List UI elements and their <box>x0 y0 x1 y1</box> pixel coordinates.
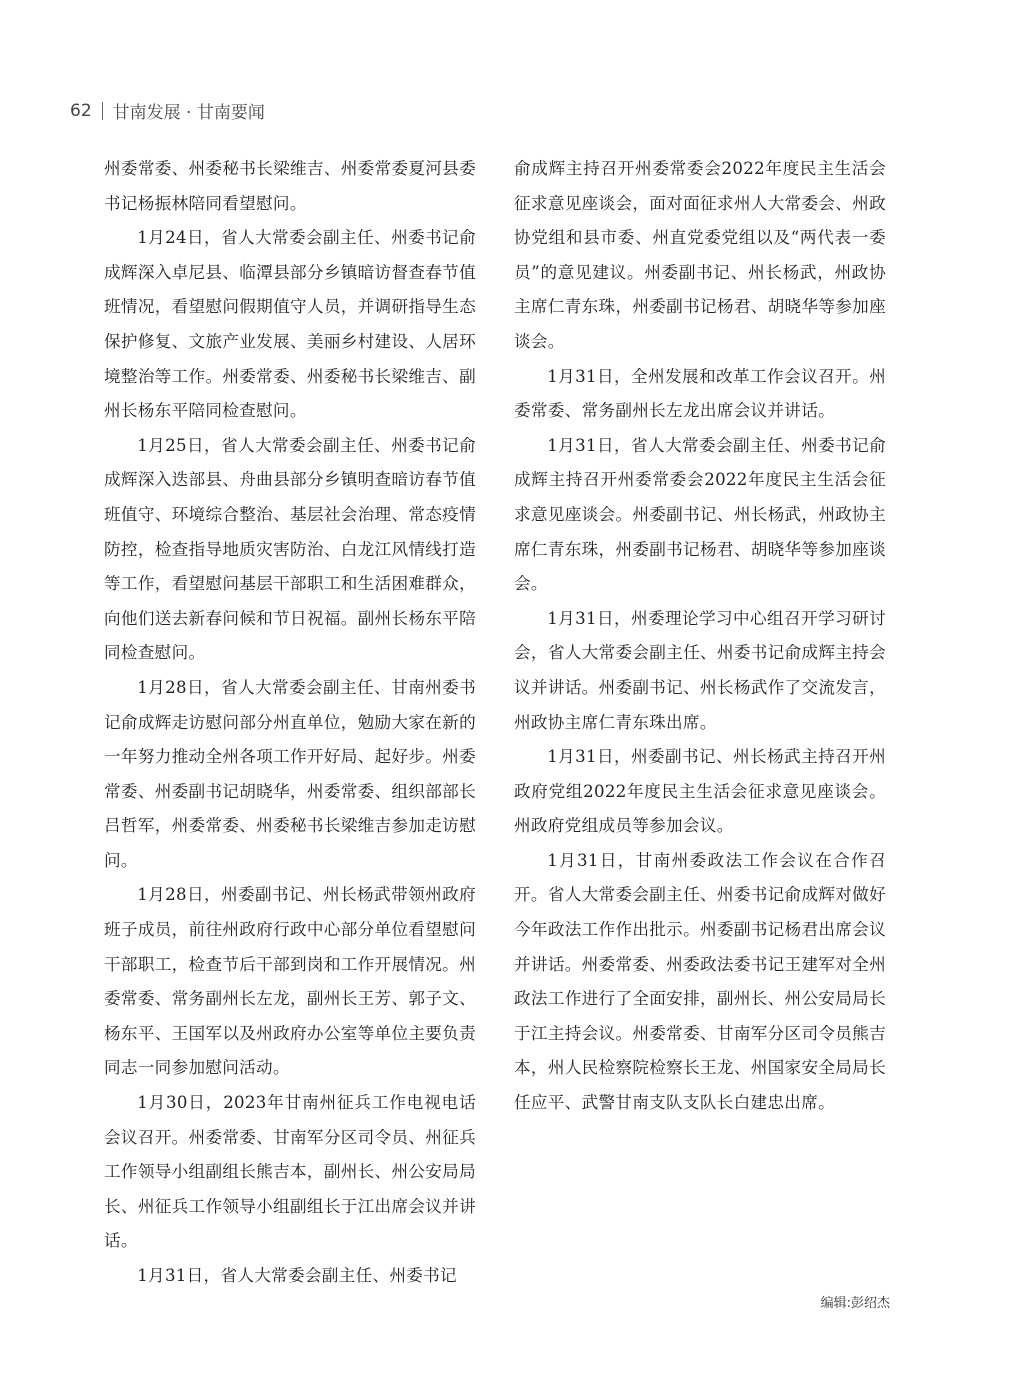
section-title: 甘南发展 · 甘南要闻 <box>112 103 265 123</box>
paragraph: 1月25日，省人大常委会副主任、州委书记俞成辉深入迭部县、舟曲县部分乡镇明查暗访春节值班值守、环境综合整治、基层社会治理、常态疫情防控，检查指导地质灾害防治、白龙江风情线打造等工作，看望慰问基层干部职工和生活困难群众，向他们送去新春问候和节日祝福。副州长杨东平陪同检查慰问。 <box>104 435 476 663</box>
right-column <box>514 152 886 1121</box>
paragraph: 1月31日，省人大常委会副主任、州委书记俞成辉主持召开州委常委会2022年度民主生活会征求意见座谈会。州委副书记、州长杨武，州政协主席仁青东珠，州委副书记杨君、胡晓华等参加座谈会。 <box>514 435 886 594</box>
paragraph: 1月31日，甘南州委政法工作会议在合作召开。省人大常委会副主任、州委书记俞成辉对做好今年政法工作作出批示。州委副书记杨君出席会议并讲话。州委常委、州委政法委书记王建军对全州政法工作进行了全面安排，副州长、州公安局局长于江主持会议。州委常委、甘南军分区司令员熊吉本，州人民检察院检察长王龙、州国家安全局局长任应平、武警甘南支队支队长白建忠出席。 <box>514 850 886 1113</box>
paragraph: 1月31日，全州发展和改革工作会议召开。州委常委、常务副州长左龙出席会议并讲话。 <box>514 366 886 421</box>
paragraph: 1月28日，州委副书记、州长杨武带领州政府班子成员，前往州政府行政中心部分单位看望慰问干部职工，检查节后干部到岗和工作开展情况。州委常委、常务副州长左龙，副州长王芳、郭子文、杨东平、王国军以及州政府办公室等单位主要负责同志一同参加慰问活动。 <box>104 885 476 1078</box>
paragraph: 1月31日，州委理论学习中心组召开学习研讨会，省人大常委会副主任、州委书记俞成辉主持会议并讲话。州委副书记、州长杨武作了交流发言，州政协主席仁青东珠出席。 <box>514 608 886 732</box>
paragraph: 1月31日，州委副书记、州长杨武主持召开州政府党组2022年度民主生活会征求意见座谈会。州政府党组成员等参加会议。 <box>514 747 886 836</box>
paragraph: 1月31日，省人大常委会副主任、州委书记 <box>137 1266 457 1285</box>
paragraph: 州委常委、州委秘书长梁维吉、州委常委夏河县委书记杨振林陪同看望慰问。 <box>104 159 476 213</box>
header-divider <box>102 102 103 120</box>
paragraph: 1月24日，省人大常委会副主任、州委书记俞成辉深入卓尼县、临潭县部分乡镇暗访督查春节值班情况，看望慰问假期值守人员，并调研指导生态保护修复、文旅产业发展、美丽乡村建设、人居环境整治等工作。州委常委、州委秘书长梁维吉、副州长杨东平陪同检查慰问。 <box>104 228 476 421</box>
paragraph: 俞成辉主持召开州委常委会2022年度民主生活会征求意见座谈会，面对面征求州人大常委会、州政协党组和县市委、州直党委党组以及“两代表一委员”的意见建议。州委副书记、州长杨武，州政协主席仁青东珠，州委副书记杨君、胡晓华等参加座谈会。 <box>514 159 886 351</box>
paragraph: 1月30日，2023年甘南州征兵工作电视电话会议召开。州委常委、甘南军分区司令员、州征兵工作领导小组副组长熊吉本，副州长、州公安局局长、州征兵工作领导小组副组长于江出席会议并讲话。 <box>104 1093 476 1251</box>
paragraph: 1月28日，省人大常委会副主任、甘南州委书记俞成辉走访慰问部分州直单位，勉励大家在新的一年努力推动全州各项工作开好局、起好步。州委常委、州委副书记胡晓华，州委常委、组织部部长吕哲军，州委常委、州委秘书长梁维吉参加走访慰问。 <box>104 677 476 870</box>
page-number: 62 <box>70 100 92 121</box>
editor-credit: 编辑:彭绍杰 <box>820 1296 890 1311</box>
running-header <box>70 98 265 123</box>
left-column <box>104 152 476 1294</box>
